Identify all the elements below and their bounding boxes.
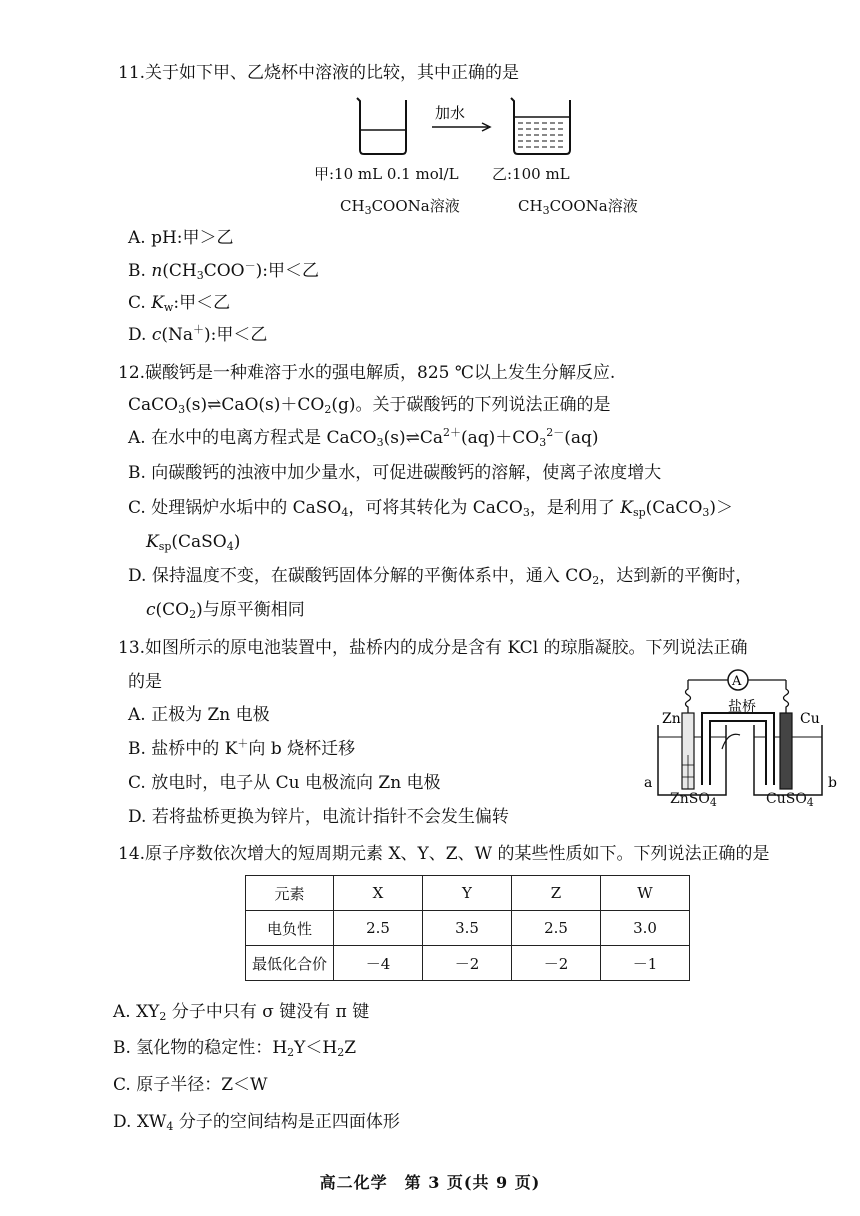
table-cell: X bbox=[334, 876, 423, 911]
q13-option-b: B. 盐桥中的 K＋向 b 烧杯迁移 bbox=[128, 737, 356, 759]
beaker-b-letter: b bbox=[828, 775, 837, 791]
q11-option-b: B. $n(CH_3COO^-)$:甲＜乙 bbox=[128, 259, 319, 282]
salt-bridge-tube bbox=[706, 717, 770, 785]
beaker-a-letter: a bbox=[644, 775, 653, 791]
q11-beaker-diagram bbox=[340, 92, 670, 162]
beaker-b bbox=[511, 98, 570, 154]
table-cell: 2.5 bbox=[334, 911, 423, 946]
table-cell: 3.0 bbox=[601, 911, 690, 946]
cu-electrode bbox=[780, 713, 792, 789]
q14-stem: 14.原子序数依次增大的短周期元素 X、Y、Z、W 的某些性质如下。下列说法正确的是 bbox=[118, 844, 770, 864]
q14-option-a: A. $XY_2$ 分子中只有 σ 键没有 π 键 bbox=[113, 1002, 370, 1023]
q12-option-d: D. 保持温度不变，在碳酸钙固体分解的平衡体系中，通入 $CO_2$，达到新的平衡时， bbox=[128, 566, 753, 587]
q12-option-a: A. 在水中的电离方程式是 $CaCO_3(s)\rightleftharpoons Ca^{2+}(aq)+CO_3^{2-}(aq)$ bbox=[128, 426, 599, 449]
q13-stem-1: 13.如图所示的原电池装置中，盐桥内的成分是含有 KCl 的琼脂凝胶。下列说法正确 bbox=[118, 638, 748, 658]
table-cell: 2.5 bbox=[512, 911, 601, 946]
table-cell: 电负性 bbox=[246, 911, 334, 946]
q11-option-a: A. pH:甲＞乙 bbox=[128, 228, 234, 248]
table-cell: －2 bbox=[512, 946, 601, 981]
q12-option-c-cont: $K_{sp}(CaSO_4)$ bbox=[146, 532, 241, 553]
cu-electrode-label: Cu bbox=[800, 711, 820, 727]
q14-option-d: D. $XW_4$ 分子的空间结构是正四面体形 bbox=[113, 1112, 400, 1133]
q12-option-c: C. 处理锅炉水垢中的 CaSO$_4$，可将其转化为 CaCO$_3$，是利用了 $K_{sp}(CaCO_3)>$ bbox=[128, 498, 734, 519]
table-cell: 最低化合价 bbox=[246, 946, 334, 981]
arrow-label: 加水 bbox=[435, 104, 466, 122]
q11-stem: 11.关于如下甲、乙烧杯中溶液的比较，其中正确的是 bbox=[118, 63, 520, 83]
beaker-b-caption-2: $CH_3COONa$溶液 bbox=[518, 197, 638, 217]
left-wire bbox=[686, 680, 691, 713]
table-cell: W bbox=[601, 876, 690, 911]
beaker-a-caption-1: 甲:10 mL 0.1 mol/L bbox=[314, 165, 459, 183]
table-cell: 元素 bbox=[246, 876, 334, 911]
beaker-a-caption-2: $CH_3COONa$溶液 bbox=[340, 197, 460, 217]
zn-electrode-label: Zn bbox=[662, 711, 681, 727]
page-footer: 高二化学 第 3 页(共 9 页) bbox=[319, 1173, 541, 1192]
ammeter-label: A bbox=[732, 674, 742, 689]
right-wire bbox=[784, 680, 789, 713]
q13-option-a: A. 正极为 Zn 电极 bbox=[128, 705, 270, 725]
cuso4-label: CuSO$_4$ bbox=[766, 791, 814, 809]
q13-option-d: D. 若将盐桥更换为锌片，电流计指针不会发生偏转 bbox=[128, 807, 509, 827]
table-row bbox=[246, 911, 690, 946]
arrow bbox=[432, 104, 490, 131]
salt-bridge-label: 盐桥 bbox=[728, 699, 756, 715]
table-row bbox=[246, 946, 690, 981]
table-cell: Y bbox=[423, 876, 512, 911]
beaker-a bbox=[357, 98, 406, 154]
table-cell: 3.5 bbox=[423, 911, 512, 946]
table-cell: －2 bbox=[423, 946, 512, 981]
q13-option-c: C. 放电时，电子从 Cu 电极流向 Zn 电极 bbox=[128, 773, 441, 793]
q12-option-b: B. 向碳酸钙的浊液中加少量水，可促进碳酸钙的溶解，使离子浓度增大 bbox=[128, 463, 662, 483]
element-properties-table bbox=[245, 875, 690, 981]
beaker-b-caption-1: 乙:100 mL bbox=[492, 165, 570, 183]
q13-stem-2: 的是 bbox=[128, 672, 162, 692]
q12-stem-1: 12.碳酸钙是一种难溶于水的强电解质，825 ℃以上发生分解反应. bbox=[118, 363, 616, 383]
table-cell: Z bbox=[512, 876, 601, 911]
q14-option-c: C. 原子半径：Z＜W bbox=[113, 1075, 268, 1095]
table-cell: －4 bbox=[334, 946, 423, 981]
q12-stem-2: $CaCO_3(s)\rightleftharpoons CaO(s)+CO_2(g)$。关于碳酸钙的下列说法正确的是 bbox=[128, 395, 611, 416]
q12-option-d-cont: $c(CO_2)$与原平衡相同 bbox=[146, 600, 305, 621]
table-cell: －1 bbox=[601, 946, 690, 981]
znso4-label: ZnSO$_4$ bbox=[670, 791, 717, 809]
q11-option-c: C. $K_w$:甲＜乙 bbox=[128, 293, 231, 314]
table-header-row bbox=[246, 876, 690, 911]
q14-option-b: B. 氢化物的稳定性：$H_2Y<H_2Z$ bbox=[113, 1038, 357, 1059]
q11-option-d: D. c(Na＋):甲＜乙 bbox=[128, 323, 268, 345]
